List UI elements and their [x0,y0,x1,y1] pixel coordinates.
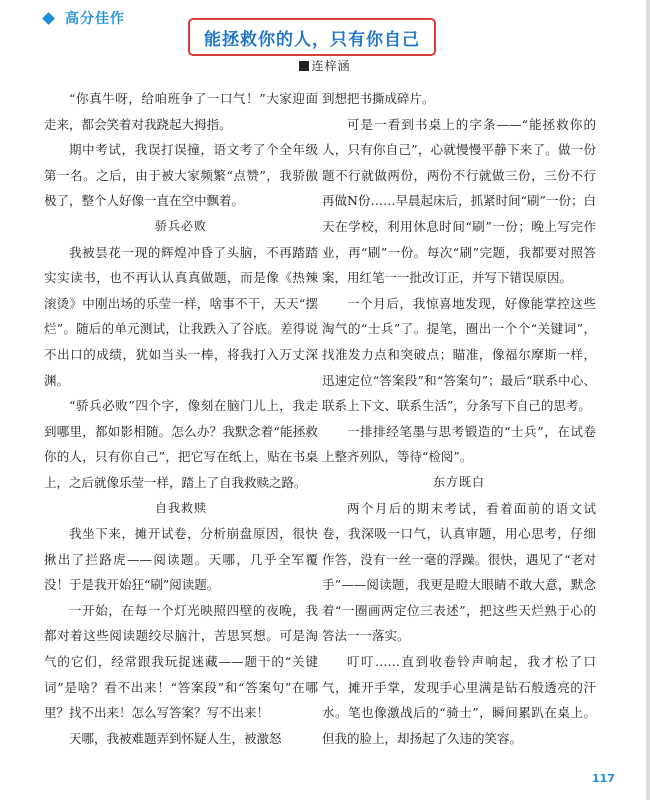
diamond-icon [42,12,55,25]
body-paragraph: 一个月后，我惊喜地发现，好像能掌控这些淘气的“士兵”了。提笔，圈出一个个“关键词”，找准发力点和突破点；瞄准，像福尔摩斯一样，迅速定位“答案段”和“答案句”；最后“联系中心、联系上下文、联系生活”，分条写下自己的思考。 [322,295,596,414]
body-paragraph: 两个月后的期末考试，看着面前的语文试卷，我深吸一口气，认真审题，用心思考，仔细作答，没有一丝一毫的浮躁。很快，遇见了“老对手”——阅读题，我更是瞪大眼睛不敢大意，默念着“一圈画两定位三表述”，把这些天烂熟于心的答法一一落实。 [322,500,596,644]
body-paragraph: 天哪，我被难题弄到怀疑人生，被激怒 [69,730,282,746]
body-paragraph: 我被昙花一现的辉煌冲昏了头脑，不再踏踏实实读书，也不再认认真真做题，而是像《热辣滚烫》中刚出场的乐莹一样，啥事不干，天天“摆烂”。随后的单元测试，让我跌入了谷底。差得说不出口的成绩，犹如当头一棒，将我打入万丈深渊。 [44,244,318,388]
body-paragraph: 期中考试，我误打误撞，语文考了个全年级第一名。之后，由于被大家频繁“点赞”，我骄傲极了，整个人好像一直在空中飘着。 [44,142,318,209]
section-label: 高分佳作 [65,11,125,27]
body-paragraph: “你真牛呀，给咱班争了一口气！”大家迎面走来，都会笑着对我跷起大拇指。 [44,91,318,132]
right-column [322,86,596,751]
body-paragraph: 叮叮……直到收卷铃声响起，我才松了口气，摊开手掌，发现手心里满是钻石般透亮的汗水。笔也像激战后的“骑士”，瞬间累趴在桌上。但我的脸上，却扬起了久违的笑容。 [322,654,596,746]
body-paragraph: 一排排经笔墨与思考锻造的“士兵”，在试卷上整齐列队，等待“检阅”。 [322,423,596,465]
author-name: 连梓涵 [311,59,351,73]
page-number: 117 [592,772,615,785]
body-paragraph: 我坐下来，摊开试卷，分析崩盘原因，很快揪出了拦路虎——阅读题。天哪，几乎全军覆没！于是我开始狂“刷”阅读题。 [44,526,318,593]
body-paragraph: 可是一看到书桌上的字条——“能拯救你的人，只有你自己”，心就慢慢平静下来了。做一份题不行就做两份，两份不行就做三份，三份不行再做N份……早晨起床后，抓紧时间“刷”一份；白天在学校，利用休息时间“刷”一份；晚上写完作业，再“刷”一份。每次“刷”完题，我都要对照答案，用红笔一一批改订正，并写下错误原因。 [322,116,596,286]
body-paragraph: 到想把书撕成碎片。 [322,91,435,106]
section-subheading: 自我救赎 [154,500,207,515]
title-box [188,18,436,56]
square-bullet-icon [299,61,309,71]
left-column [44,86,318,751]
section-header [44,8,125,28]
body-paragraph: 一开始，在每一个灯光映照四壁的夜晚，我都对着这些阅读题绞尽脑汁，苦思冥想。可是淘气的它们，经常跟我玩捉迷藏——题干的“关键词”是啥？看不出来！“答案段”和“答案句”在哪里？找不出来！怎么写答案？写不出来！ [44,602,318,721]
page-edge-strip [646,0,650,800]
section-subheading: 东方既白 [432,474,485,489]
section-subheading: 骄兵必败 [154,218,207,233]
article-title: 能拯救你的人，只有你自己 [204,29,420,50]
body-paragraph: “骄兵必败”四个字，像刻在脑门儿上，我走到哪里，都如影相随。怎么办？我默念着“能拯救你的人，只有你自己”，把它写在纸上，贴在书桌上，之后就像乐莹一样，踏上了自我救赎之路。 [44,398,318,490]
author-line [0,58,650,74]
